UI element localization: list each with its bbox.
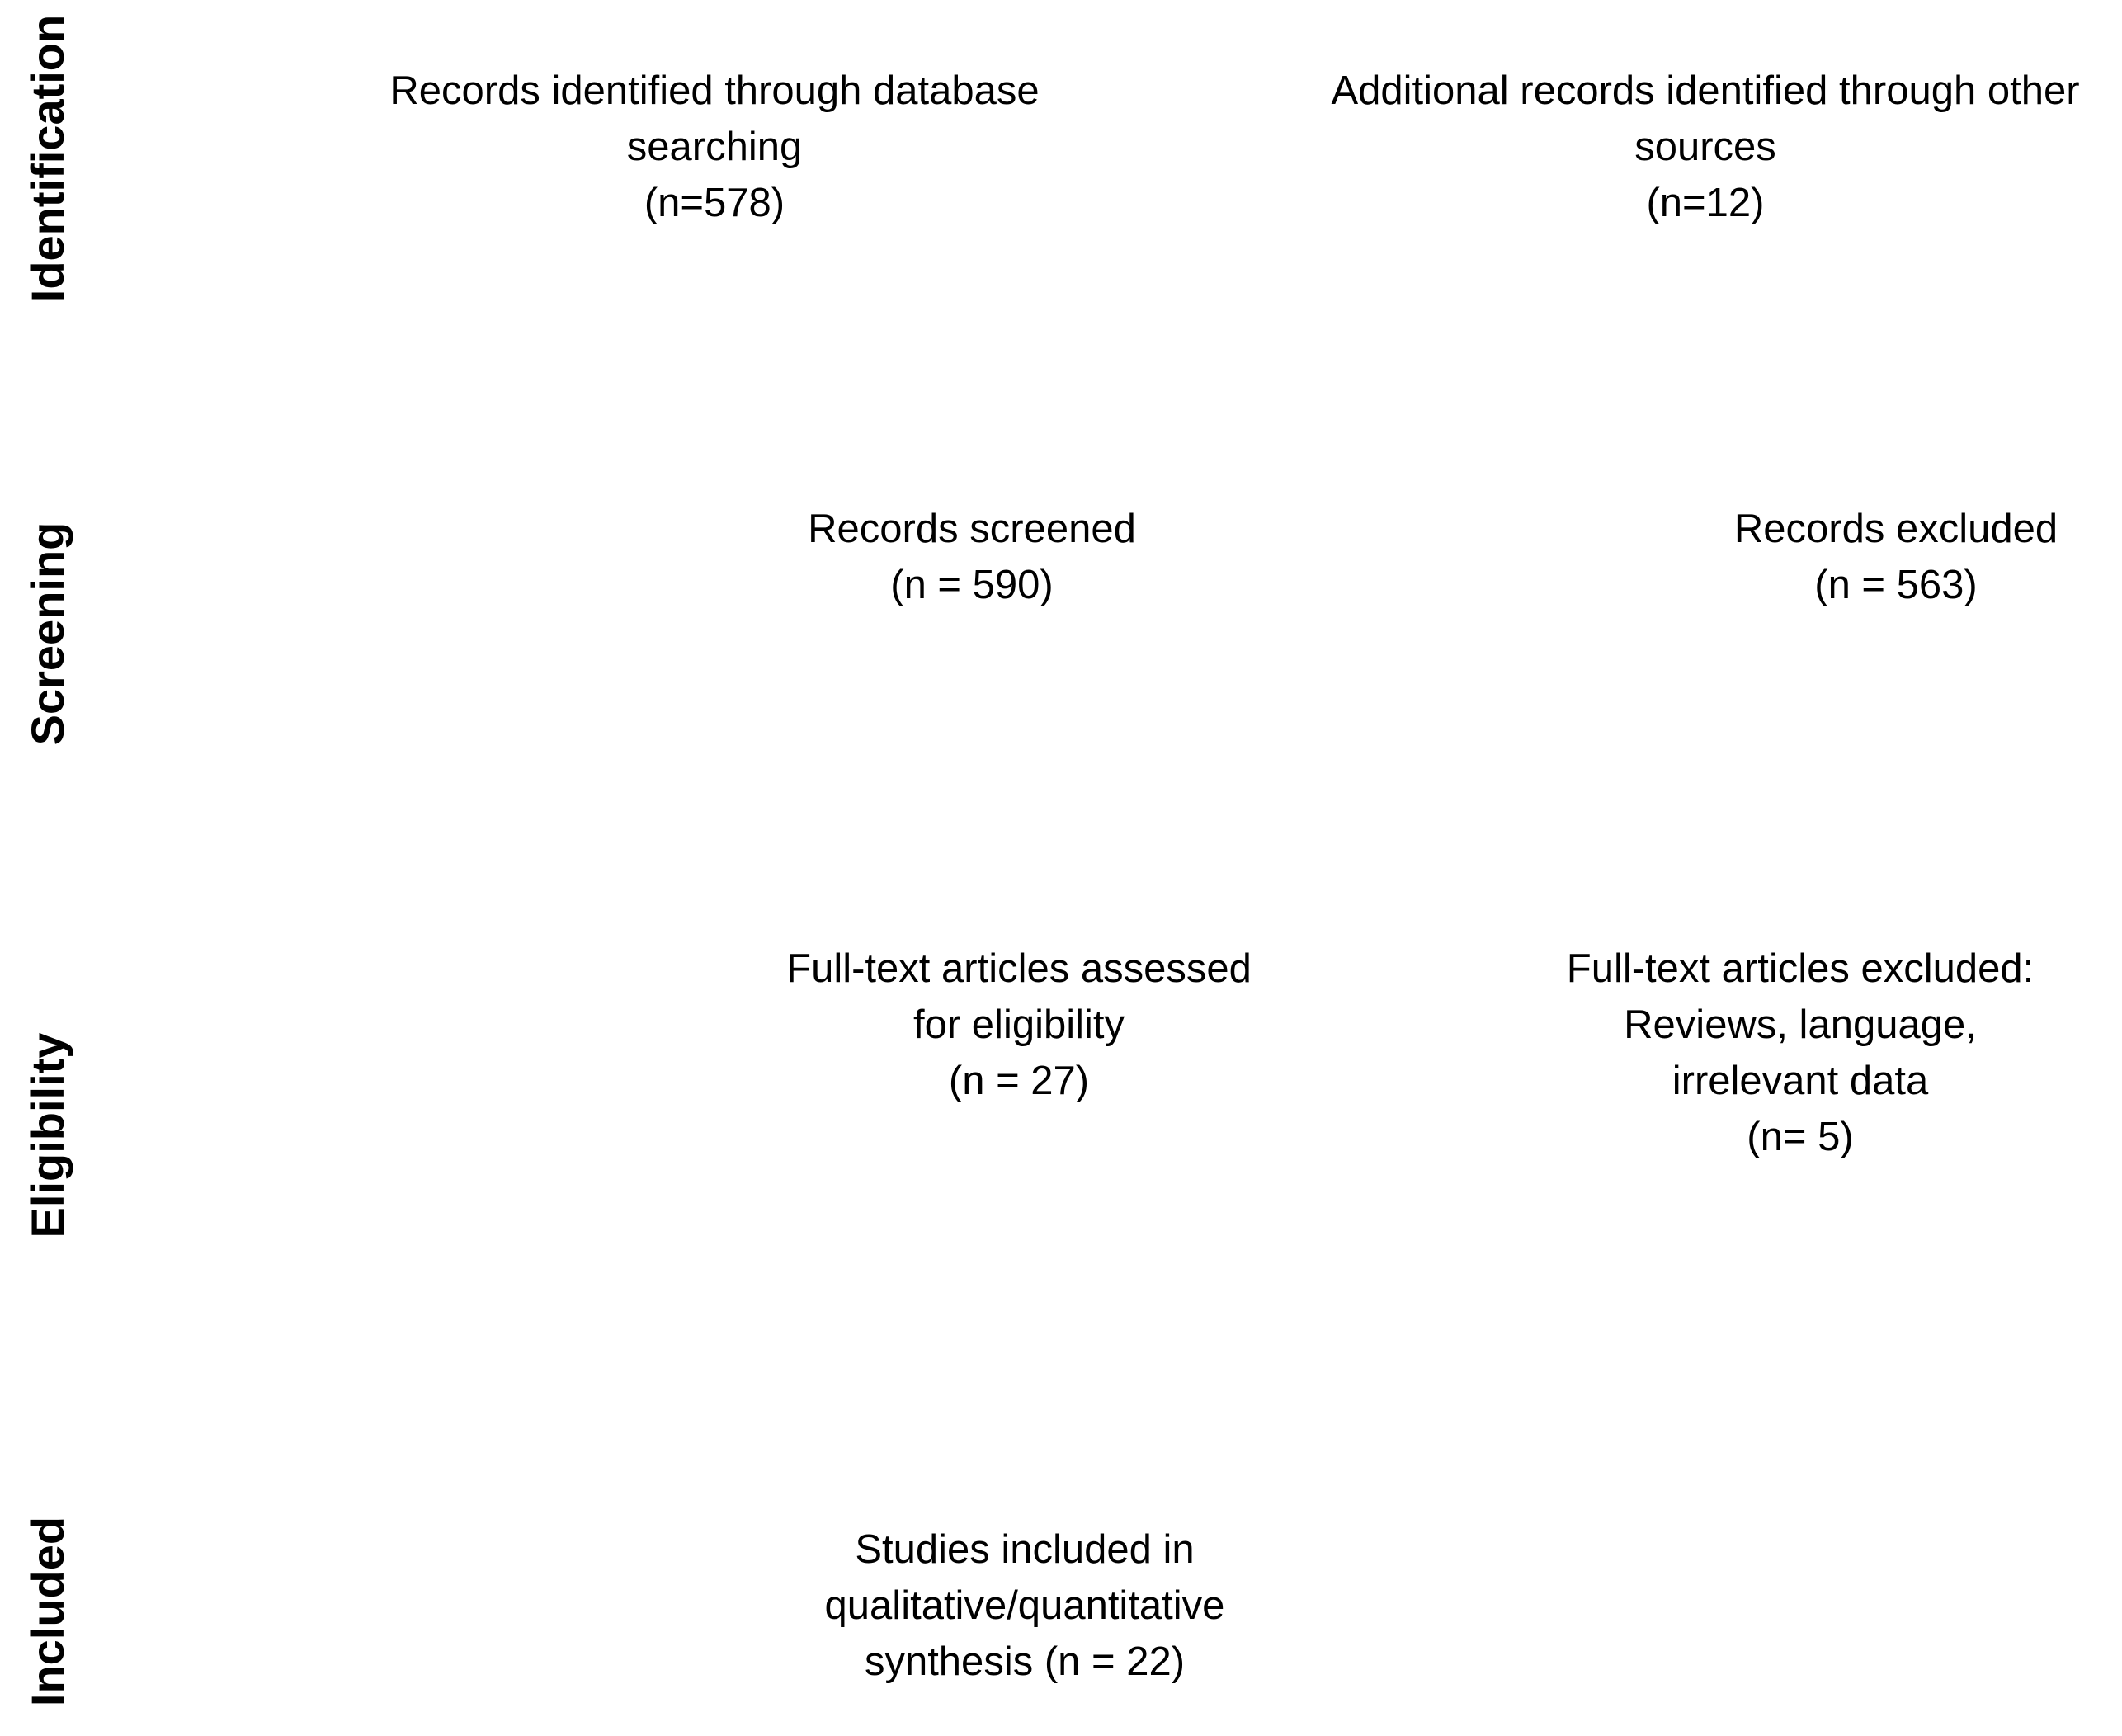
fulltext-excluded-line-3: irrelevant data: [1672, 1059, 1929, 1103]
included-studies-box: [825, 1521, 1225, 1690]
database-records-box: [389, 63, 1039, 231]
records-screened-count: (n = 590): [890, 563, 1054, 607]
database-records-line-1: Records identified through database: [389, 68, 1040, 113]
stage-label-included: Included: [21, 1516, 73, 1707]
included-studies-line-2: qualitative/quantitative: [824, 1583, 1225, 1628]
fulltext-assessed-count: (n = 27): [948, 1059, 1090, 1103]
records-screened-label: Records screened: [808, 507, 1136, 551]
included-studies-line-1: Studies included in: [855, 1527, 1195, 1572]
fulltext-assessed-line-2: for eligibility: [913, 1002, 1125, 1047]
other-sources-box: [1331, 63, 2079, 231]
records-excluded-box: [1734, 501, 2058, 613]
other-sources-count: (n=12): [1646, 181, 1765, 225]
included-studies-line-3: synthesis (n = 22): [864, 1639, 1186, 1684]
fulltext-excluded-line-2: Reviews, language,: [1624, 1002, 1977, 1047]
fulltext-excluded-line-1: Full-text articles excluded:: [1566, 946, 2035, 991]
records-screened-box: [808, 501, 1136, 613]
stage-label-eligibility: Eligibility: [21, 1032, 73, 1238]
stage-label-screening: Screening: [21, 521, 73, 746]
other-sources-line-1: Additional records identified through other: [1331, 68, 2080, 113]
database-records-count: (n=578): [644, 181, 785, 225]
stage-label-identification: Identification: [21, 14, 73, 303]
records-excluded-label: Records excluded: [1733, 507, 2058, 551]
database-records-line-2: searching: [626, 125, 803, 169]
fulltext-assessed-box: [786, 941, 1252, 1109]
other-sources-line-2: sources: [1634, 125, 1776, 169]
fulltext-assessed-line-1: Full-text articles assessed: [786, 946, 1252, 991]
records-excluded-count: (n = 563): [1814, 563, 1978, 607]
fulltext-excluded-box: [1567, 941, 2034, 1165]
fulltext-excluded-count: (n= 5): [1747, 1115, 1854, 1159]
